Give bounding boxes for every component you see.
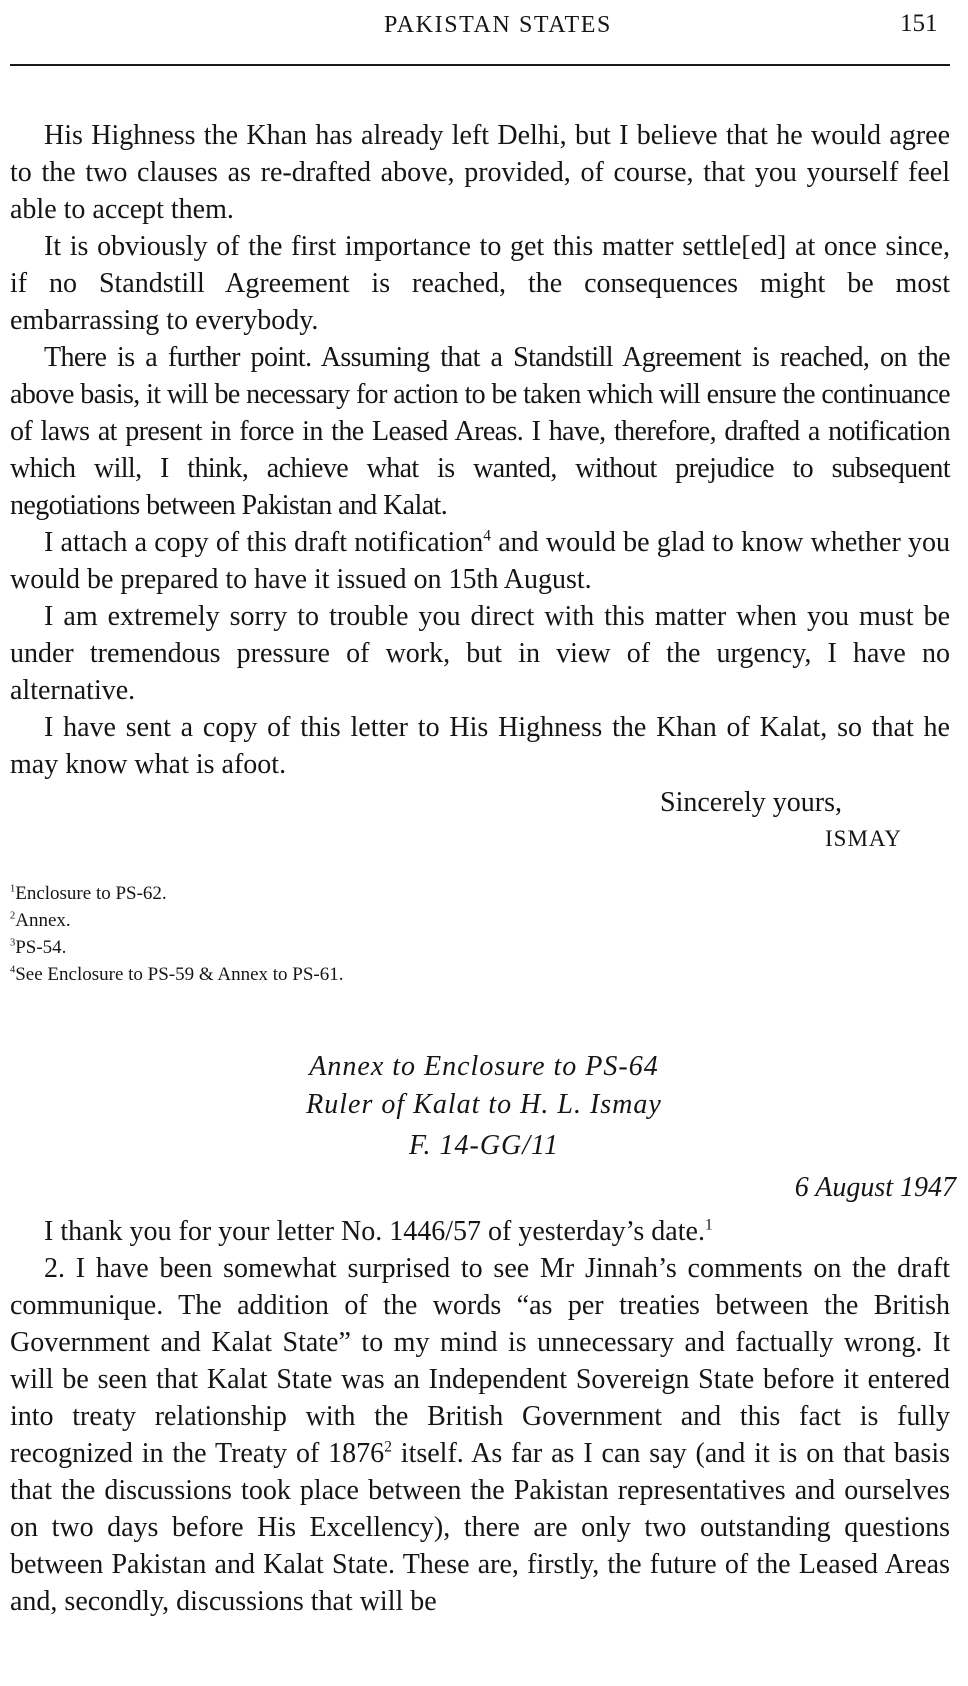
page-number: 151 [900,10,938,37]
footnotes [10,880,610,988]
paragraph [10,524,950,598]
paragraph: It is obviously of the first importance to get this matter settle[ed] at once since, if no Standstill Agreement is reached, the consequences might be most embarrassing to everybody. [10,231,950,336]
footnote-number: 2 [10,910,16,922]
paragraph-text: itself. As far as I can say (and it is on that basis that the discussions took place between the Pakistan representatives and ourselves on two days before His Excellency), there are only two outstanding questions between Pakistan and Kalat State. These are, firstly, the future of the Leased Areas and, secondly, discussions that will be [10,1438,950,1617]
paragraph: There is a further point. Assuming that a Standstill Agreement is reached, on the above basis, it will be necessary for action to be taken which will ensure the continuance of laws at present in force in the Leased Areas. I have, therefore, drafted a notification which will, I think, achieve what is wanted, without prejudice to subsequent negotiations between Pakistan and Kalat. [10,342,950,521]
closing: Sincerely yours, [660,787,842,818]
annex-heading [0,1048,968,1124]
footnote [10,880,610,907]
annex-letter-body [10,1213,950,1620]
footnote-text: See Enclosure to PS-59 & Annex to PS-61. [15,964,344,985]
paragraph [10,1250,950,1620]
footnote [10,934,610,961]
paragraph-text: I attach a copy of this draft notification [44,527,484,558]
footnote-number: 3 [10,937,16,949]
paragraph-text: I thank you for your letter No. 1446/57 of yesterday’s date. [44,1216,705,1247]
page-header [0,8,968,48]
letter-date: 6 August 1947 [794,1172,956,1203]
footnote-text: Enclosure to PS-62. [15,883,167,904]
footnote-ref: 1 [704,1216,713,1234]
paragraph-text: 2. I have been somewhat surprised to see Mr Jinnah’s comments on the draft communique. The addition of the words “as per treaties between the British Government and Kalat State” to my mind is unnecessary and factually wrong. It will be seen that Kalat State was an Independent Sovereign State before it entered into treaty relationship with the British Government and this fact is fully recognized in the Treaty of 1876 [10,1253,950,1469]
annex-title: Annex to Enclosure to PS-64 [309,1051,659,1082]
header-rule [10,64,950,66]
file-reference: F. 14-GG/11 [409,1130,559,1161]
annex-subtitle: Ruler of Kalat to H. L. Ismay [306,1089,662,1120]
paragraph: I have sent a copy of this letter to His Highness the Khan of Kalat, so that he may know what is afoot. [10,712,950,780]
footnote [10,907,610,934]
letter-body [10,117,950,783]
footnote-ref: 4 [483,527,491,545]
footnote-text: PS-54. [15,937,67,958]
signoff [660,785,940,857]
running-head: PAKISTAN STATES [384,12,612,38]
footnote-number: 1 [10,883,16,895]
footnote-ref: 2 [384,1438,392,1456]
paragraph [10,1213,950,1250]
footnote [10,961,610,988]
paragraph: His Highness the Khan has already left Delhi, but I believe that he would agree to the two clauses as re-drafted above, provided, of course, that you yourself feel able to accept them. [10,120,950,225]
footnote-text: Annex. [15,910,71,931]
paragraph: I am extremely sorry to trouble you direct with this matter when you must be under tremendous pressure of work, but in view of the urgency, I have no alternative. [10,601,950,706]
footnote-number: 4 [10,964,16,976]
paragraph-text: and would be glad to know whether you would be prepared to have it issued on 15th August. [10,527,950,595]
signatory: ISMAY [825,826,903,851]
